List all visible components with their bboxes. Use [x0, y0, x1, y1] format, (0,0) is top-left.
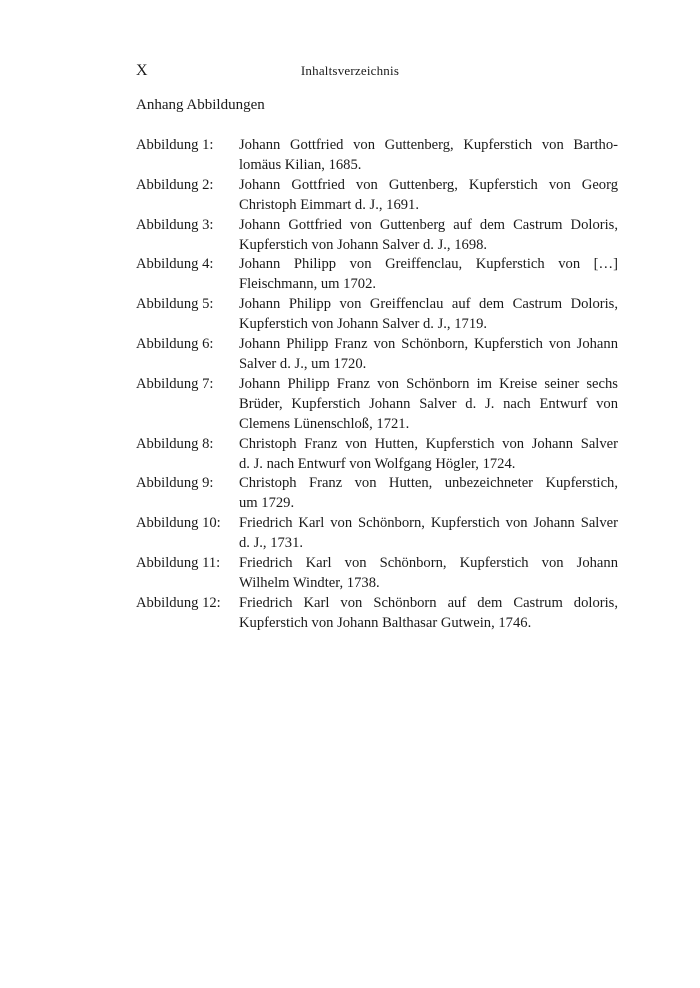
figure-caption-line: Christoph Franz von Hutten, unbezeichneter Kupferstich, — [239, 475, 618, 492]
figure-caption-line: Friedrich Karl von Schönborn auf dem Castrum doloris, — [239, 594, 618, 611]
figure-caption-line: Fleischmann, um 1702. — [239, 276, 377, 293]
figure-caption-line: Johann Philipp Franz von Schönborn, Kupferstich von Johann — [239, 336, 618, 353]
figure-caption — [239, 216, 618, 256]
figure-caption-line: Clemens Lünenschloß, 1721. — [239, 415, 410, 432]
figure-caption — [239, 255, 618, 295]
figure-caption-line: Wilhelm Windter, 1738. — [239, 574, 380, 591]
figure-list-item — [136, 335, 618, 375]
figure-caption — [239, 375, 618, 435]
figure-list-item — [136, 375, 618, 435]
figure-caption — [239, 136, 618, 176]
figure-label: Abbildung 10: — [136, 515, 221, 532]
figure-list-item — [136, 594, 618, 634]
figure-caption-line: Christoph Eimmart d. J., 1691. — [239, 196, 419, 213]
figure-label: Abbildung 9: — [136, 475, 214, 492]
figure-label: Abbildung 8: — [136, 435, 214, 452]
figure-caption-line: Johann Gottfried von Guttenberg, Kupferstich von Georg — [239, 176, 618, 193]
figure-label: Abbildung 11: — [136, 555, 221, 572]
figure-caption — [239, 295, 618, 335]
figure-list-item — [136, 435, 618, 475]
figure-caption-line: d. J. nach Entwurf von Wolfgang Högler, 1724. — [239, 455, 516, 472]
figure-caption-line: Friedrich Karl von Schönborn, Kupferstich von Johann — [239, 555, 618, 572]
figure-caption — [239, 176, 618, 216]
figure-caption-line: Friedrich Karl von Schönborn, Kupferstich von Johann Salver — [239, 515, 618, 532]
figure-caption-line: d. J., 1731. — [239, 535, 304, 552]
running-head: Inhaltsverzeichnis — [300, 63, 400, 78]
figure-label: Abbildung 3: — [136, 216, 214, 233]
figure-caption-line: Brüder, Kupferstich Johann Salver d. J. nach Entwurf von — [239, 395, 618, 412]
figure-caption-line: Johann Philipp Franz von Schönborn im Kreise seiner sechs — [239, 375, 618, 392]
figure-caption-line: Kupferstich von Johann Salver d. J., 1719. — [239, 316, 488, 333]
figure-label: Abbildung 7: — [136, 375, 214, 392]
figure-list-item — [136, 474, 618, 514]
figure-list-item — [136, 514, 618, 554]
figure-caption — [239, 335, 618, 375]
figure-caption-line: Kupferstich von Johann Salver d. J., 1698. — [239, 236, 488, 253]
figure-caption — [239, 514, 618, 554]
figure-caption-line: um 1729. — [239, 495, 295, 512]
figure-label: Abbildung 12: — [136, 594, 221, 611]
figure-list-item — [136, 554, 618, 594]
figure-list-item — [136, 176, 618, 216]
figure-caption-line: Johann Gottfried von Guttenberg auf dem Castrum Doloris, — [239, 216, 618, 233]
figure-list-item — [136, 295, 618, 335]
page-number: X — [136, 62, 148, 79]
figure-caption — [239, 594, 618, 634]
figure-caption-line: lomäus Kilian, 1685. — [239, 156, 362, 173]
figure-caption-line: Johann Philipp von Greiffenclau, Kupferstich von […] — [239, 256, 618, 273]
figure-label: Abbildung 2: — [136, 176, 214, 193]
figure-label: Abbildung 1: — [136, 137, 214, 153]
figure-caption — [239, 554, 618, 594]
figure-list-item — [136, 136, 618, 176]
figure-caption-line: Salver d. J., um 1720. — [239, 355, 367, 372]
figure-caption-line: Johann Gottfried von Guttenberg, Kupferstich von Bartho- — [239, 137, 618, 153]
figure-caption-line: Christoph Franz von Hutten, Kupferstich von Johann Salver — [239, 435, 618, 452]
figure-caption — [239, 435, 618, 475]
section-title: Anhang Abbildungen — [136, 97, 265, 113]
figure-caption-line: Kupferstich von Johann Balthasar Gutwein, 1746. — [239, 614, 532, 631]
figure-caption-line: Johann Philipp von Greiffenclau auf dem Castrum Doloris, — [239, 296, 618, 313]
figure-list — [136, 136, 618, 634]
figure-list-item — [136, 216, 618, 256]
figure-label: Abbildung 6: — [136, 336, 214, 353]
figure-label: Abbildung 4: — [136, 256, 214, 273]
figure-list-item — [136, 255, 618, 295]
figure-label: Abbildung 5: — [136, 296, 214, 313]
figure-caption — [239, 474, 618, 514]
